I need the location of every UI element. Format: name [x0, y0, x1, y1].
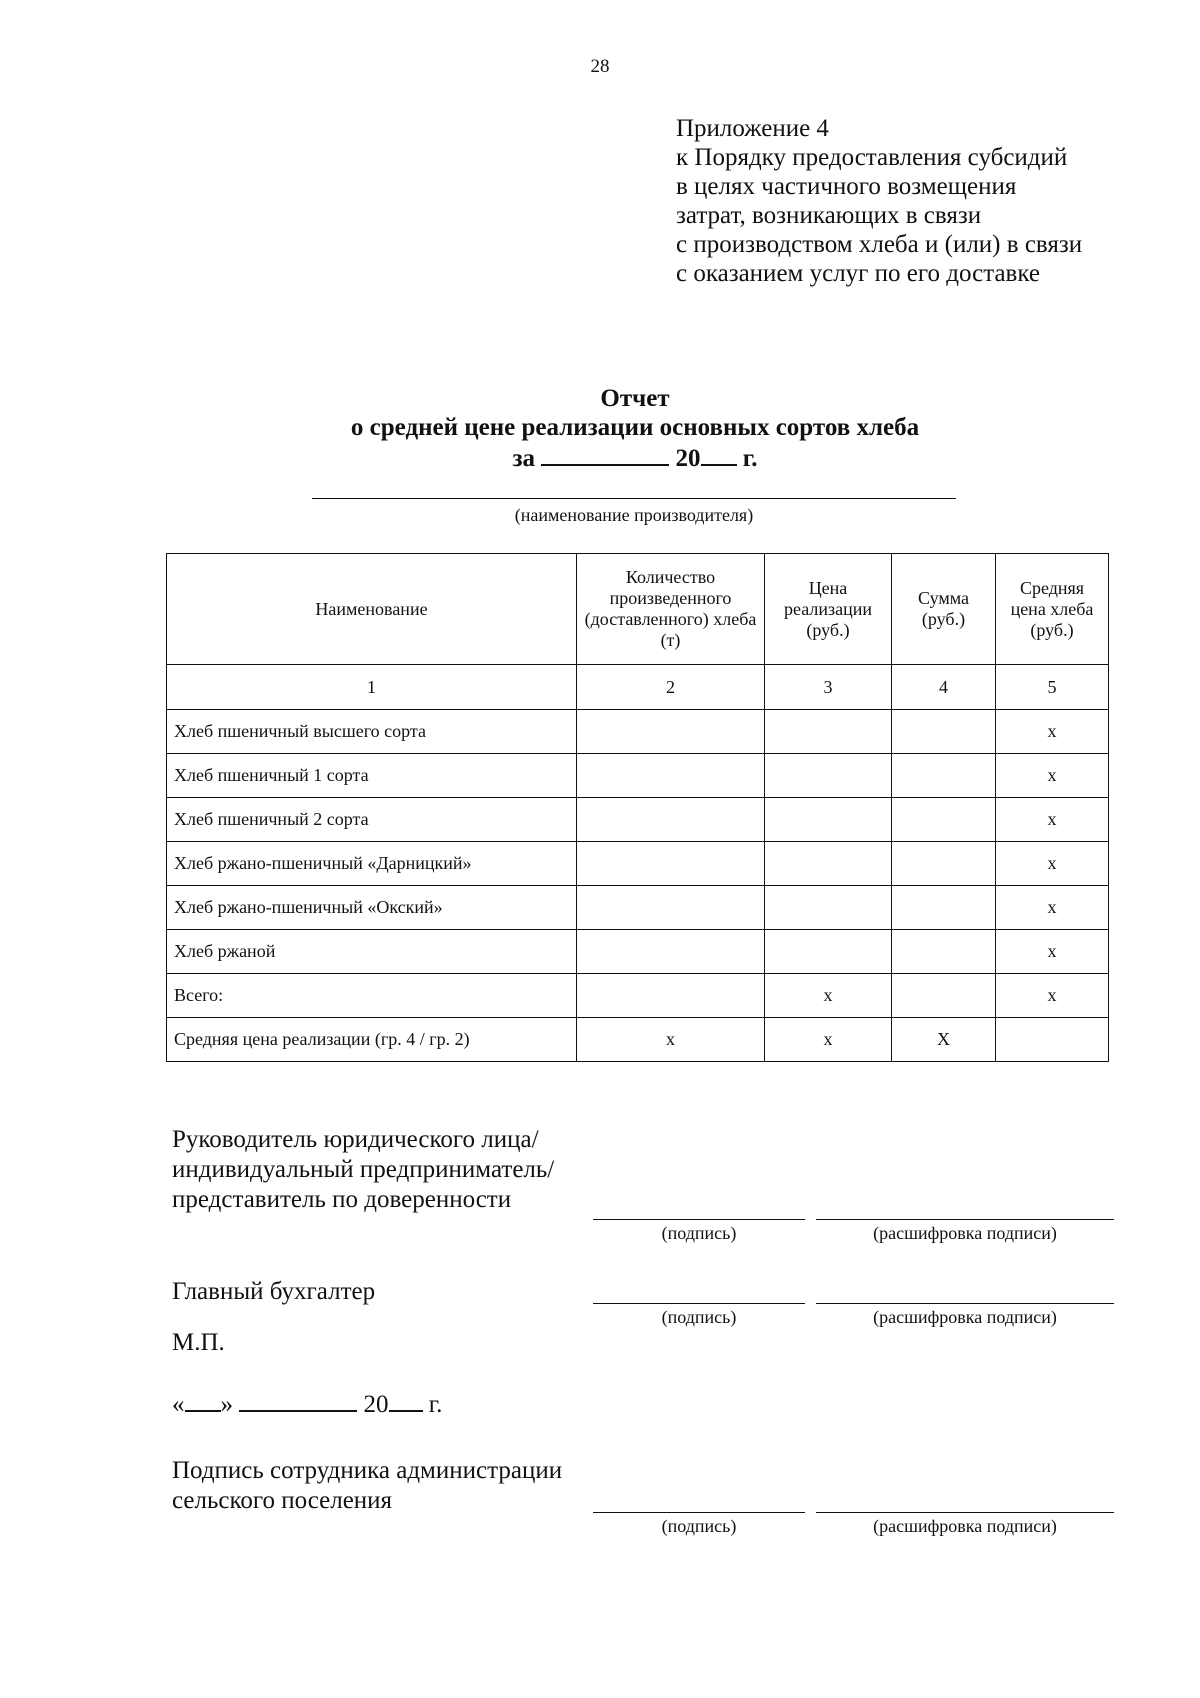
cell-price: x — [765, 974, 892, 1018]
table-row — [167, 886, 1109, 930]
row-name: Хлеб пшеничный высшего сорта — [167, 710, 577, 754]
date-open-quote: « — [172, 1391, 185, 1418]
date-year: 20 — [363, 1391, 389, 1418]
header-sum: Сумма (руб.) — [892, 554, 996, 665]
head-signatory-label — [172, 1125, 554, 1215]
appendix-line: затрат, возникающих в связи — [676, 202, 982, 229]
column-number: 5 — [996, 665, 1109, 710]
appendix-line: Приложение 4 — [676, 115, 829, 142]
appendix-note — [676, 114, 1082, 288]
appendix-line: с производством хлеба и (или) в связи — [676, 231, 1083, 258]
stamp-place-label: М.П. — [172, 1329, 225, 1356]
report-table — [166, 553, 1109, 1062]
signature-caption: (подпись) — [661, 1307, 737, 1327]
row-name: Хлеб пшеничный 2 сорта — [167, 798, 577, 842]
period-month-blank — [541, 442, 669, 466]
cell-price — [765, 886, 892, 930]
admin-signature-line — [593, 1512, 805, 1513]
cell-quantity — [577, 842, 765, 886]
accountant-signature-line — [593, 1303, 805, 1304]
row-name: Хлеб пшеничный 1 сорта — [167, 754, 577, 798]
cell-price — [765, 798, 892, 842]
admin-label-line: Подпись сотрудника администрации — [172, 1457, 563, 1484]
cell-price — [765, 710, 892, 754]
table-row — [167, 798, 1109, 842]
cell-average: x — [996, 710, 1109, 754]
head-label-line: Руководитель юридического лица/ — [172, 1126, 539, 1153]
appendix-line: к Порядку предоставления субсидий — [676, 144, 1068, 171]
header-average: Средняя цена хлеба (руб.) — [996, 554, 1109, 665]
cell-sum — [892, 930, 996, 974]
table-row-total — [167, 974, 1109, 1018]
table-row — [167, 710, 1109, 754]
cell-average: x — [996, 886, 1109, 930]
row-name: Средняя цена реализации (гр. 4 / гр. 2) — [167, 1018, 577, 1062]
year-blank — [389, 1390, 423, 1412]
row-name: Хлеб ржано-пшеничный «Окский» — [167, 886, 577, 930]
header-name: Наименование — [167, 554, 577, 665]
column-number: 2 — [577, 665, 765, 710]
table-row — [167, 930, 1109, 974]
column-number: 3 — [765, 665, 892, 710]
cell-sum — [892, 710, 996, 754]
period-suffix: г. — [742, 445, 758, 472]
cell-price — [765, 842, 892, 886]
report-title — [0, 384, 1200, 473]
head-label-line: представитель по доверенности — [172, 1186, 512, 1213]
title-line-2: о средней цене реализации основных сортов хлеба — [350, 414, 920, 441]
producer-caption: (наименование производителя) — [514, 505, 754, 525]
month-blank — [239, 1390, 357, 1412]
table-row — [167, 842, 1109, 886]
head-decoding-line — [816, 1219, 1114, 1220]
title-line-1: Отчет — [600, 385, 670, 412]
period-year: 20 — [675, 445, 701, 472]
cell-quantity: x — [577, 1018, 765, 1062]
decoding-caption: (расшифровка подписи) — [873, 1223, 1057, 1243]
cell-price: x — [765, 1018, 892, 1062]
period-prefix: за — [512, 445, 535, 472]
chief-accountant-label: Главный бухгалтер — [172, 1278, 376, 1305]
decoding-caption: (расшифровка подписи) — [873, 1516, 1057, 1536]
column-number: 1 — [167, 665, 577, 710]
cell-average: x — [996, 930, 1109, 974]
date-line — [172, 1390, 442, 1420]
cell-quantity — [577, 930, 765, 974]
admin-label-line: сельского поселения — [172, 1487, 393, 1514]
cell-sum — [892, 798, 996, 842]
column-number-row — [167, 665, 1109, 710]
cell-average — [996, 1018, 1109, 1062]
cell-average: x — [996, 754, 1109, 798]
signature-caption: (подпись) — [661, 1223, 737, 1243]
column-number: 4 — [892, 665, 996, 710]
row-name: Всего: — [167, 974, 577, 1018]
period-year-blank — [701, 442, 737, 466]
row-name: Хлеб ржаной — [167, 930, 577, 974]
cell-sum — [892, 754, 996, 798]
day-blank — [185, 1390, 221, 1412]
header-quantity: Количество произведенного (доставленного) хлеба (т) — [577, 554, 765, 665]
appendix-line: в целях частичного возмещения — [676, 173, 1017, 200]
page-number: 28 — [590, 56, 610, 77]
signature-caption: (подпись) — [661, 1516, 737, 1536]
admin-decoding-line — [816, 1512, 1114, 1513]
cell-quantity — [577, 754, 765, 798]
decoding-caption: (расшифровка подписи) — [873, 1307, 1057, 1327]
cell-quantity — [577, 710, 765, 754]
table-header-row — [167, 554, 1109, 665]
cell-average: x — [996, 798, 1109, 842]
head-label-line: индивидуальный предприниматель/ — [172, 1156, 555, 1183]
cell-quantity — [577, 798, 765, 842]
row-name: Хлеб ржано-пшеничный «Дарницкий» — [167, 842, 577, 886]
title-period — [0, 442, 1200, 473]
cell-average: x — [996, 842, 1109, 886]
admin-signatory-label — [172, 1456, 562, 1516]
cell-sum: X — [892, 1018, 996, 1062]
cell-quantity — [577, 974, 765, 1018]
table-row — [167, 754, 1109, 798]
cell-sum — [892, 886, 996, 930]
producer-name-line — [312, 498, 956, 499]
header-price: Цена реализации (руб.) — [765, 554, 892, 665]
cell-sum — [892, 974, 996, 1018]
cell-price — [765, 754, 892, 798]
head-signature-line — [593, 1219, 805, 1220]
accountant-decoding-line — [816, 1303, 1114, 1304]
cell-average: x — [996, 974, 1109, 1018]
cell-sum — [892, 842, 996, 886]
table-row-average — [167, 1018, 1109, 1062]
date-close-quote: » — [220, 1391, 233, 1418]
date-suffix: г. — [428, 1391, 443, 1418]
cell-quantity — [577, 886, 765, 930]
cell-price — [765, 930, 892, 974]
appendix-line: с оказанием услуг по его доставке — [676, 260, 1040, 287]
